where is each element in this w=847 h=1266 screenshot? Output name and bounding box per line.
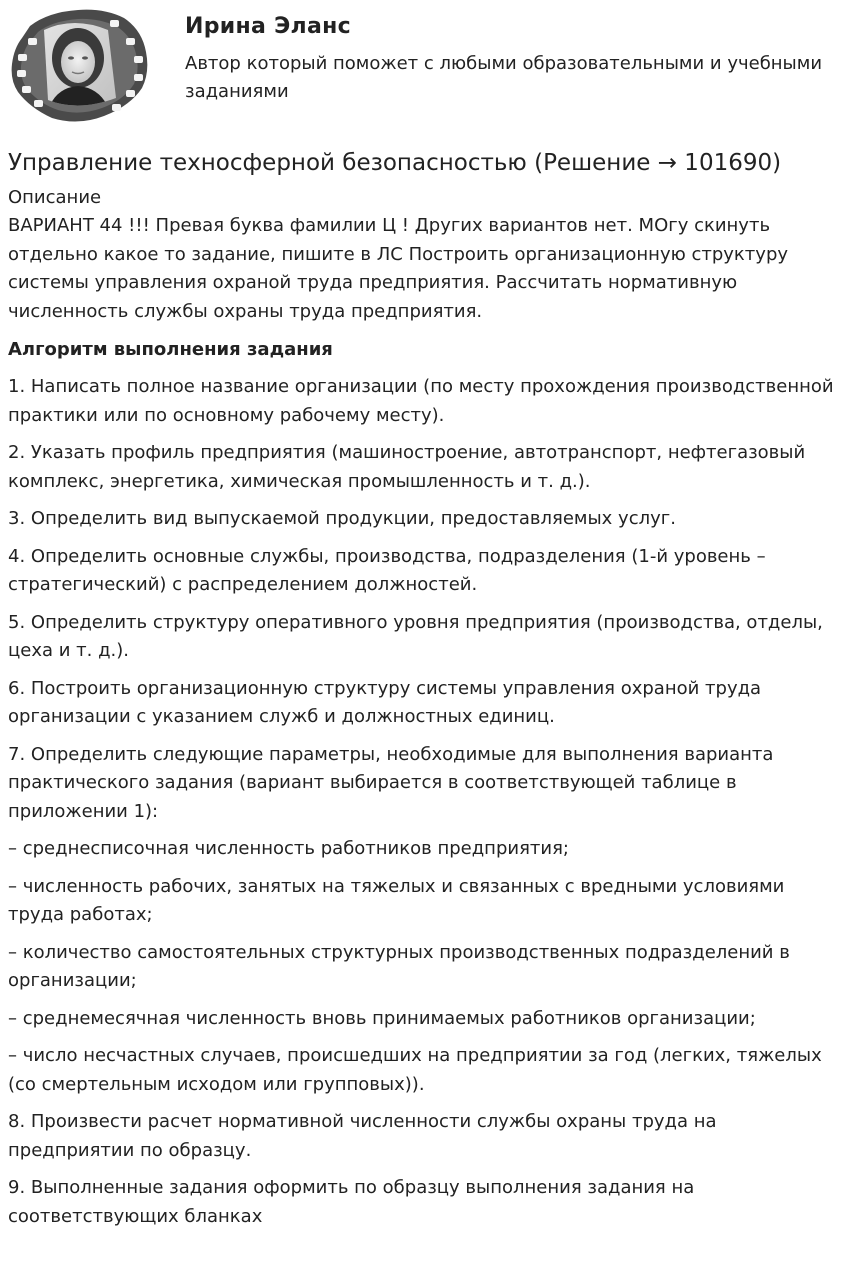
list-item: 8. Произвести расчет нормативной численности службы охраны труда на предприятии по образцу.	[8, 1111, 717, 1161]
list-item: 2. Указать профиль предприятия (машиностроение, автотранспорт, нефтегазовый комплекс, энергетика, химическая промышленность и т. д.).	[8, 442, 806, 492]
document-content	[8, 146, 840, 1231]
list-item: 7. Определить следующие параметры, необходимые для выполнения варианта практического задания (вариант выбирается в соответствующей таблице в приложении 1):	[8, 743, 774, 822]
list-item: 1. Написать полное название организации (по месту прохождения производственной практики или по основному рабочему месту).	[8, 376, 834, 426]
list-item: 9. Выполненные задания оформить по образцу выполнения задания на соответствующих бланках	[8, 1177, 695, 1227]
algorithm-heading: Алгоритм выполнения задания	[8, 339, 333, 360]
avatar-film-frame-icon	[8, 8, 150, 126]
list-item: 5. Определить структуру оперативного уровня предприятия (производства, отделы, цеха и т. д.).	[8, 611, 823, 661]
page-title: Управление техносферной безопасностью (Решение → 101690)	[8, 150, 782, 176]
author-header	[8, 8, 838, 128]
list-item: – среднесписочная численность работников предприятия;	[8, 838, 569, 859]
author-name[interactable]: Ирина Эланс	[185, 14, 351, 39]
description-text: ВАРИАНТ 44 !!! Превая буква фамилии Ц ! Других вариантов нет. МОгу скинуть отдельно какое то задание, пишите в ЛС Построить организационную структуру системы управления охраной труда предприятия. Рассчитать нормативную численность службы охраны труда предприятия.	[8, 215, 789, 322]
list-item: – численность рабочих, занятых на тяжелых и связанных с вредными условиями труда работах;	[8, 875, 785, 925]
list-item: – среднемесячная численность вновь принимаемых работников организации;	[8, 1007, 756, 1029]
algorithm-steps-list	[8, 373, 840, 1231]
list-item: 6. Построить организационную структуру системы управления охраной труда организации с указанием служб и должностных единиц.	[8, 677, 762, 727]
author-avatar[interactable]	[8, 8, 150, 126]
list-item: – число несчастных случаев, происшедших на предприятии за год (легких, тяжелых (со смертельным исходом или групповых)).	[8, 1045, 822, 1095]
list-item: 4. Определить основные службы, производства, подразделения (1-й уровень – стратегический) с распределением должностей.	[8, 545, 766, 595]
description-label: Описание	[8, 187, 102, 208]
list-item: – количество самостоятельных структурных производственных подразделений в организации;	[8, 941, 790, 991]
author-description: Автор который поможет с любыми образовательными и учебными заданиями	[185, 53, 823, 102]
list-item: 3. Определить вид выпускаемой продукции, предоставляемых услуг.	[8, 508, 676, 529]
